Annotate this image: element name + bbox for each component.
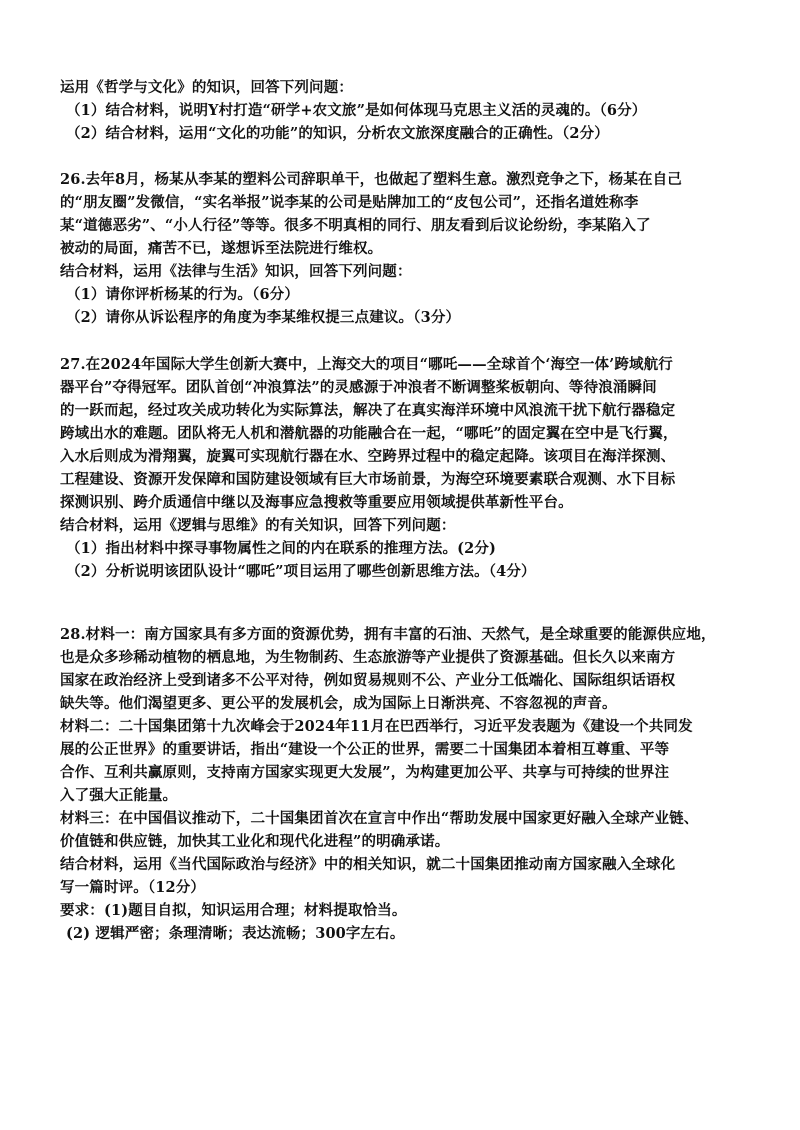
q27-prompt: 结合材料，运用《逻辑与思维》的有关知识，回答下列问题：: [60, 517, 456, 534]
q28-material-line-10: 价值链和供应链，加快其工业化和现代化进程”的明确承诺。: [60, 833, 450, 850]
q27-material-line-4: 跨域出水的难题。团队将无人机和潜航器的功能融合在一起，“哪吒”的固定翼在空中是飞行翼，: [60, 425, 678, 442]
q27-material-line-2: 器平台”夺得冠军。团队首创“冲浪算法”的灵感源于冲浪者不断调整桨板朝向、等待浪涌瞬间: [60, 379, 657, 396]
q28-material-line-3: 国家在政治经济上受到诸多不公平对待，例如贸易规则不公、产业分工低端化、国际组织话语权: [60, 672, 676, 689]
q28-material-line-7: 合作、互利共赢原则，支持南方国家实现更大发展”，为构建更加公平、共享与可持续的世界注: [60, 764, 670, 781]
q26-material-line-1: 26.去年8月，杨某从李某的塑料公司辞职单干，也做起了塑料生意。激烈竞争之下，杨某在自己: [60, 171, 682, 188]
q28-material-line-8: 入了强大正能量。: [60, 787, 178, 804]
q27-question-2: （2）分析说明该团队设计“哪吒”项目运用了哪些创新思维方法。（4分）: [66, 563, 536, 580]
q27-material-line-3: 的一跃而起，经过攻关成功转化为实际算法，解决了在真实海洋环境中风浪流干扰下航行器稳定: [60, 402, 676, 419]
q26-prompt: 结合材料，运用《法律与生活》知识，回答下列问题：: [60, 263, 412, 280]
q28-material-line-1: 28.材料一：南方国家具有多方面的资源优势，拥有丰富的石油、天然气，是全球重要的能源供应地，: [60, 626, 716, 643]
q28-requirement-1: 要求：(1)题目自拟，知识运用合理；材料提取恰当。: [60, 902, 407, 919]
q27-question-1: （1）指出材料中探寻事物属性之间的内在联系的推理方法。(2分): [66, 540, 497, 557]
q26-material-line-3: 某“道德恶劣”、“小人行径”等等。很多不明真相的同行、朋友看到后议论纷纷，李某陷入了: [60, 217, 651, 234]
q28-material-line-12: 写一篇时评。（12分）: [60, 879, 206, 896]
section-question-1: （1）结合材料，说明Y村打造“研学+农文旅”是如何体现马克思主义活的灵魂的。（6分）: [66, 102, 647, 119]
q26-question-1: （1）请你评析杨某的行为。（6分）: [66, 286, 299, 303]
section-question-2: （2）结合材料，运用“文化的功能”的知识，分析农文旅深度融合的正确性。（2分）: [66, 125, 609, 142]
q28-material-line-2: 也是众多珍稀动植物的栖息地，为生物制药、生态旅游等产业提供了资源基础。但长久以来南方: [60, 649, 676, 666]
q26-question-2: （2）请你从诉讼程序的角度为李某维权提三点建议。（3分）: [66, 309, 461, 326]
q28-material-line-9: 材料三：在中国倡议推动下，二十国集团首次在宣言中作出“帮助发展中国家更好融入全球产业链、: [60, 810, 699, 827]
q28-requirement-2: (2) 逻辑严密；条理清晰；表达流畅；300字左右。: [66, 925, 405, 942]
q27-material-line-6: 工程建设、资源开发保障和国防建设领域有巨大市场前景，为海空环境要素联合观测、水下目标: [60, 471, 676, 488]
q28-material-line-6: 展的公正世界》的重要讲话，指出“建设一个公正的世界，需要二十国集团本着相互尊重、平等: [60, 741, 670, 758]
q28-material-line-4: 缺失等。他们渴望更多、更公平的发展机会，成为国际上日渐洪亮、不容忽视的声音。: [60, 695, 617, 712]
q27-material-line-7: 探测识别、跨介质通信中继以及海事应急搜救等重要应用领域提供革新性平台。: [60, 494, 573, 511]
q27-material-line-1: 27.在2024年国际大学生创新大赛中，上海交大的项目“哪吒——全球首个‘海空一体’跨域航行: [60, 356, 673, 373]
q27-material-line-5: 入水后则成为滑翔翼，旋翼可实现航行器在水、空跨界过程中的稳定起降。该项目在海洋探测、: [60, 448, 676, 465]
q28-material-line-5: 材料二：二十国集团第十九次峰会于2024年11月在巴西举行，习近平发表题为《建设一个共同发: [60, 718, 693, 735]
q26-material-line-2: 的“朋友圈”发微信，“实名举报”说李某的公司是贴牌加工的“皮包公司”，还指名道姓称李: [60, 194, 639, 211]
q28-material-line-11: 结合材料，运用《当代国际政治与经济》中的相关知识，就二十国集团推动南方国家融入全球化: [60, 856, 676, 873]
q26-material-line-4: 被动的局面，痛苦不已，遂想诉至法院进行维权。: [60, 240, 383, 257]
section-prompt: 运用《哲学与文化》的知识，回答下列问题：: [60, 79, 353, 96]
